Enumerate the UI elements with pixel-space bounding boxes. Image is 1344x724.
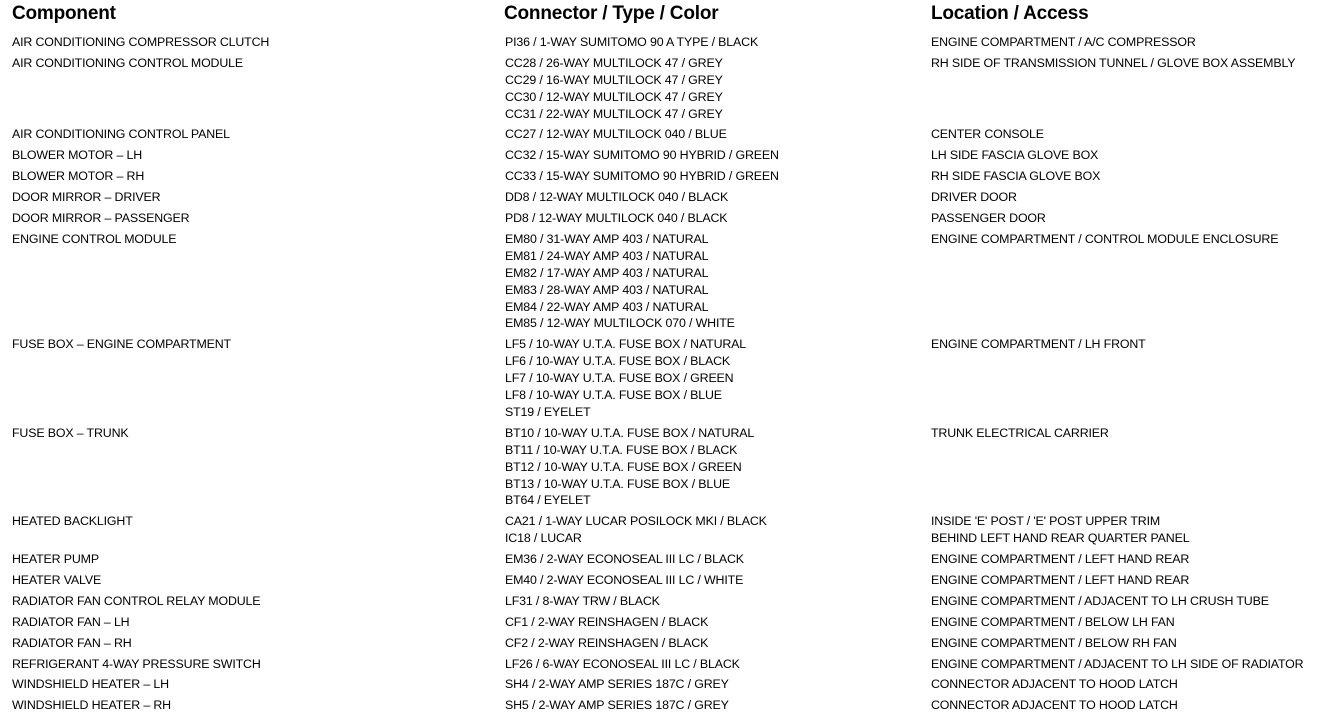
connector-spec: EM81 / 24-WAY AMP 403 / NATURAL — [505, 248, 709, 263]
connector-spec: CC28 / 26-WAY MULTILOCK 47 / GREY — [505, 55, 723, 70]
table-row — [0, 34, 1344, 55]
location-access — [931, 189, 1017, 206]
component-name: AIR CONDITIONING CONTROL MODULE — [12, 55, 244, 70]
component-name: WINDSHIELD HEATER – LH — [12, 677, 169, 692]
location-line: ENGINE COMPARTMENT / A/C COMPRESSOR — [931, 35, 1196, 49]
connector-spec: ST19 / EYELET — [505, 404, 591, 419]
location-access — [931, 168, 1100, 185]
location-line: CONNECTOR ADJACENT TO HOOD LATCH — [931, 698, 1178, 713]
connector-list — [505, 168, 779, 185]
location-access — [931, 656, 1303, 673]
location-line: DRIVER DOOR — [931, 190, 1017, 205]
table-row — [0, 425, 1344, 514]
connector-list — [505, 425, 754, 510]
location-access — [931, 34, 1196, 51]
location-line: TRUNK ELECTRICAL CARRIER — [931, 425, 1109, 440]
location-access — [931, 425, 1109, 442]
component-name: REFRIGERANT 4-WAY PRESSURE SWITCH — [12, 656, 261, 671]
location-line: ENGINE COMPARTMENT / CONTROL MODULE ENCLOSURE — [931, 231, 1279, 246]
component-name: HEATER PUMP — [12, 552, 99, 567]
location-column-heading: Location / Access — [931, 3, 1089, 24]
connector-spec: EM83 / 28-WAY AMP 403 / NATURAL — [505, 282, 709, 297]
location-line: ENGINE COMPARTMENT / ADJACENT TO LH CRUSH TUBE — [931, 593, 1269, 608]
connector-spec: CC29 / 16-WAY MULTILOCK 47 / GREY — [505, 72, 723, 87]
connector-spec: LF7 / 10-WAY U.T.A. FUSE BOX / GREEN — [505, 371, 734, 386]
component-name: RADIATOR FAN – RH — [12, 635, 132, 650]
table-row — [0, 676, 1344, 697]
location-access — [931, 513, 1189, 547]
connector-list — [505, 210, 727, 227]
component-name: FUSE BOX – ENGINE COMPARTMENT — [12, 337, 231, 352]
connector-list — [505, 656, 740, 673]
location-line: RH SIDE FASCIA GLOVE BOX — [931, 169, 1101, 184]
connector-spec: CF1 / 2-WAY REINSHAGEN / BLACK — [505, 614, 709, 629]
location-access — [931, 593, 1269, 610]
table-header — [0, 3, 1344, 29]
connector-spec: CC31 / 22-WAY MULTILOCK 47 / GREY — [505, 106, 723, 121]
connector-list — [505, 231, 735, 332]
connector-spec: LF5 / 10-WAY U.T.A. FUSE BOX / NATURAL — [505, 337, 747, 352]
connector-spec: BT64 / EYELET — [505, 493, 591, 508]
location-access — [931, 614, 1175, 631]
component-name: AIR CONDITIONING COMPRESSOR CLUTCH — [12, 35, 270, 49]
location-access — [931, 551, 1189, 568]
location-line: CONNECTOR ADJACENT TO HOOD LATCH — [931, 677, 1178, 692]
connector-spec: EM36 / 2-WAY ECONOSEAL III LC / BLACK — [505, 552, 744, 567]
table-row — [0, 126, 1344, 147]
component-name: FUSE BOX – TRUNK — [12, 425, 129, 440]
location-line: RH SIDE OF TRANSMISSION TUNNEL / GLOVE BOX ASSEMBLY — [931, 55, 1296, 70]
connector-spec: CC33 / 15-WAY SUMITOMO 90 HYBRID / GREEN — [505, 169, 779, 184]
table-row — [0, 336, 1344, 425]
connector-spec: EM40 / 2-WAY ECONOSEAL III LC / WHITE — [505, 573, 744, 588]
connector-spec: BT10 / 10-WAY U.T.A. FUSE BOX / NATURAL — [505, 425, 755, 440]
component-name: BLOWER MOTOR – LH — [12, 148, 143, 163]
table-row — [0, 614, 1344, 635]
location-line: ENGINE COMPARTMENT / BELOW LH FAN — [931, 614, 1175, 629]
connector-spec: DD8 / 12-WAY MULTILOCK 040 / BLACK — [505, 190, 729, 205]
connector-spec: CF2 / 2-WAY REINSHAGEN / BLACK — [505, 635, 709, 650]
connector-spec: EM85 / 12-WAY MULTILOCK 070 / WHITE — [505, 316, 735, 331]
component-name: RADIATOR FAN – LH — [12, 614, 130, 629]
table-row — [0, 635, 1344, 656]
connector-spec: LF8 / 10-WAY U.T.A. FUSE BOX / BLUE — [505, 388, 722, 403]
connector-column-heading: Connector / Type / Color — [504, 3, 719, 24]
connector-list — [505, 55, 723, 123]
connector-list — [505, 147, 779, 164]
component-name: AIR CONDITIONING CONTROL PANEL — [12, 127, 230, 142]
component-name: HEATER VALVE — [12, 573, 102, 588]
connector-list — [505, 34, 758, 51]
location-access — [931, 676, 1178, 693]
location-line: ENGINE COMPARTMENT / LH FRONT — [931, 337, 1146, 352]
connector-list — [505, 635, 708, 652]
connector-list — [505, 551, 744, 568]
component-name: BLOWER MOTOR – RH — [12, 169, 145, 184]
location-line: ENGINE COMPARTMENT / ADJACENT TO LH SIDE OF RADIATOR — [931, 656, 1304, 671]
location-line: LH SIDE FASCIA GLOVE BOX — [931, 148, 1099, 163]
component-name: HEATED BACKLIGHT — [12, 514, 133, 529]
connector-list — [505, 126, 727, 143]
location-access — [931, 572, 1189, 589]
location-access — [931, 147, 1098, 164]
connector-list — [505, 697, 729, 714]
connector-spec: LF6 / 10-WAY U.T.A. FUSE BOX / BLACK — [505, 354, 731, 369]
table-row — [0, 697, 1344, 718]
table-row — [0, 189, 1344, 210]
connector-spec: EM80 / 31-WAY AMP 403 / NATURAL — [505, 231, 709, 246]
location-access — [931, 336, 1146, 353]
location-access — [931, 55, 1295, 72]
connector-spec: CC32 / 15-WAY SUMITOMO 90 HYBRID / GREEN — [505, 148, 779, 163]
location-access — [931, 126, 1044, 143]
connector-list — [505, 572, 743, 589]
connector-spec: BT12 / 10-WAY U.T.A. FUSE BOX / GREEN — [505, 459, 742, 474]
location-line: CENTER CONSOLE — [931, 127, 1044, 142]
connector-list — [505, 676, 729, 693]
table-body — [0, 34, 1344, 718]
component-name: ENGINE CONTROL MODULE — [12, 231, 177, 246]
connector-list — [505, 513, 767, 547]
connector-spec: BT13 / 10-WAY U.T.A. FUSE BOX / BLUE — [505, 476, 731, 491]
connector-spec: SH4 / 2-WAY AMP SERIES 187C / GREY — [505, 677, 729, 692]
table-row — [0, 572, 1344, 593]
connector-spec: PI36 / 1-WAY SUMITOMO 90 A TYPE / BLACK — [505, 35, 759, 49]
table-row — [0, 656, 1344, 677]
connector-spec: CA21 / 1-WAY LUCAR POSILOCK MKI / BLACK — [505, 514, 767, 529]
connector-spec: CC30 / 12-WAY MULTILOCK 47 / GREY — [505, 89, 723, 104]
location-line: ENGINE COMPARTMENT / LEFT HAND REAR — [931, 573, 1190, 588]
table-row — [0, 231, 1344, 336]
location-line: PASSENGER DOOR — [931, 211, 1046, 226]
connector-spec: CC27 / 12-WAY MULTILOCK 040 / BLUE — [505, 127, 727, 142]
connector-spec: SH5 / 2-WAY AMP SERIES 187C / GREY — [505, 698, 729, 713]
connector-spec: PD8 / 12-WAY MULTILOCK 040 / BLACK — [505, 211, 728, 226]
table-row — [0, 210, 1344, 231]
component-column-heading: Component — [12, 3, 116, 24]
component-name: DOOR MIRROR – DRIVER — [12, 190, 161, 205]
location-access — [931, 231, 1278, 248]
connector-list — [505, 593, 660, 610]
component-name: DOOR MIRROR – PASSENGER — [12, 211, 190, 226]
table-row — [0, 55, 1344, 127]
connector-spec: IC18 / LUCAR — [505, 531, 582, 546]
location-access — [931, 210, 1046, 227]
connector-spec: EM82 / 17-WAY AMP 403 / NATURAL — [505, 265, 709, 280]
connector-list — [505, 614, 708, 631]
connector-list — [505, 189, 728, 206]
connector-spec: LF31 / 8-WAY TRW / BLACK — [505, 593, 660, 608]
component-name: WINDSHIELD HEATER – RH — [12, 698, 171, 713]
table-row — [0, 593, 1344, 614]
location-line: ENGINE COMPARTMENT / LEFT HAND REAR — [931, 552, 1190, 567]
location-line: ENGINE COMPARTMENT / BELOW RH FAN — [931, 635, 1177, 650]
connector-spec: EM84 / 22-WAY AMP 403 / NATURAL — [505, 299, 709, 314]
location-line: BEHIND LEFT HAND REAR QUARTER PANEL — [931, 531, 1190, 546]
connector-spec: BT11 / 10-WAY U.T.A. FUSE BOX / BLACK — [505, 442, 738, 457]
connector-spec: LF26 / 6-WAY ECONOSEAL III LC / BLACK — [505, 656, 740, 671]
table-row — [0, 513, 1344, 551]
table-row — [0, 551, 1344, 572]
location-line: INSIDE 'E' POST / 'E' POST UPPER TRIM — [931, 514, 1161, 529]
location-access — [931, 697, 1178, 714]
location-access — [931, 635, 1177, 652]
component-name: RADIATOR FAN CONTROL RELAY MODULE — [12, 593, 261, 608]
table-row — [0, 147, 1344, 168]
connector-list — [505, 336, 746, 421]
table-row — [0, 168, 1344, 189]
